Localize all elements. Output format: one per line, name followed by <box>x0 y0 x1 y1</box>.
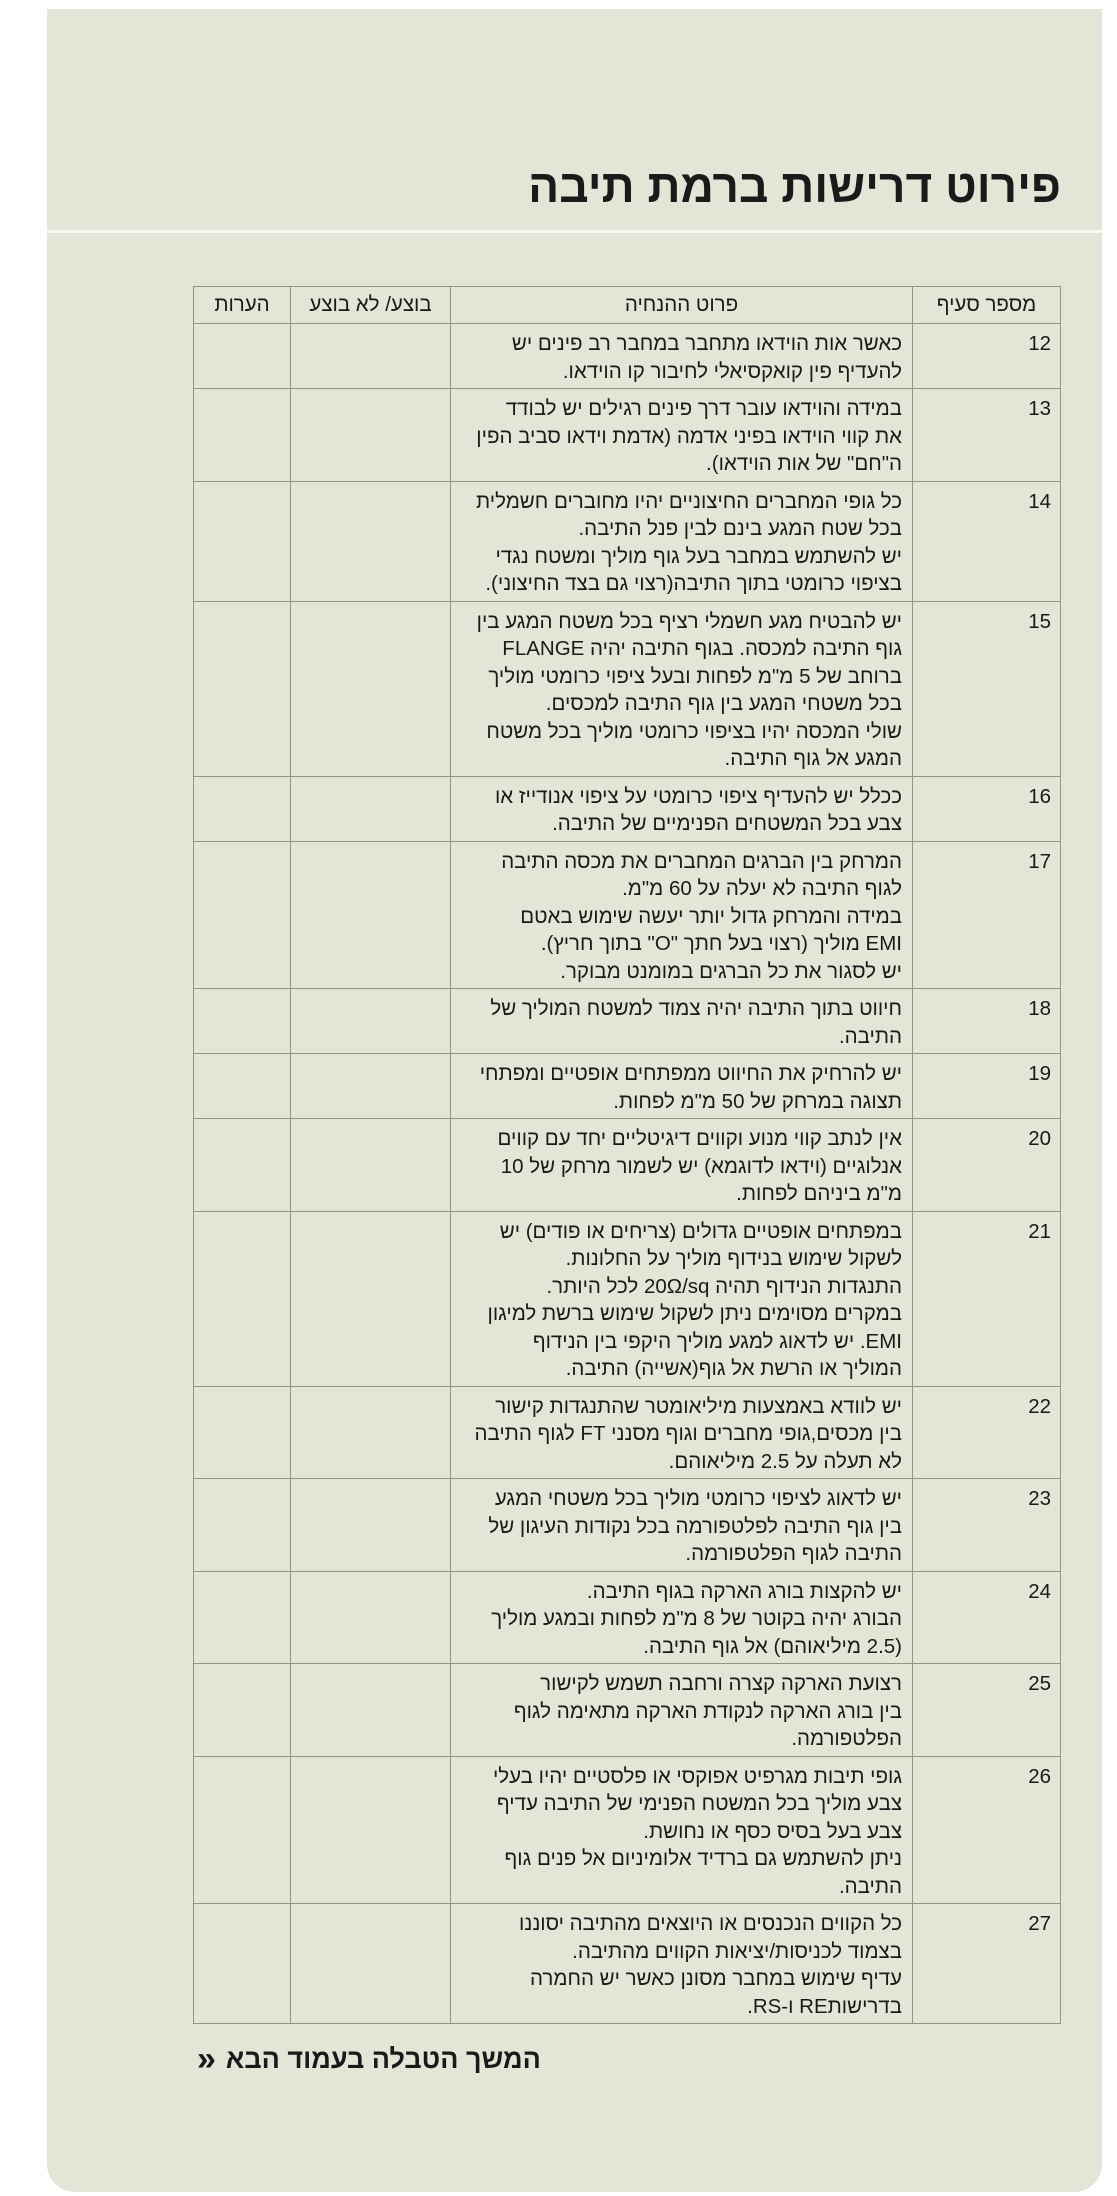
table-row <box>194 1119 1061 1212</box>
table-row <box>194 1054 1061 1119</box>
instruction-detail-cell <box>451 1054 913 1119</box>
table-row <box>194 1904 1061 2024</box>
page-title: פירוט דרישות ברמת תיבה <box>528 160 1061 212</box>
instruction-line: EMI מוליך (רצוי בעל חתך "O" בתוך חריץ). <box>540 932 902 955</box>
done-status-cell[interactable] <box>291 776 451 841</box>
done-status-cell[interactable] <box>291 324 451 389</box>
instruction-line: להעדיף פין קואקסיאלי לחיבור קו הוידאו. <box>562 359 902 383</box>
table-row <box>194 1386 1061 1479</box>
instruction-line: צבע בכל המשטחים הפנימיים של התיבה. <box>552 812 902 835</box>
instruction-detail-cell <box>451 601 913 776</box>
instruction-line: הפלטפורמה. <box>791 1727 902 1750</box>
page-card <box>47 9 1102 2192</box>
instruction-line: יש לוודא באמצעות מיליאומטר שהתנגדות קישור <box>495 1394 902 1418</box>
table-body <box>194 324 1061 2024</box>
notes-cell[interactable] <box>194 1119 291 1212</box>
instruction-detail-cell <box>451 481 913 601</box>
table-row <box>194 601 1061 776</box>
instruction-line: בין בורג הארקה לנקודת הארקה מתאימה לגוף <box>513 1699 902 1723</box>
section-number-cell: 17 <box>913 841 1061 989</box>
section-number-cell: 20 <box>913 1119 1061 1212</box>
section-number-cell: 21 <box>913 1211 1061 1386</box>
notes-cell[interactable] <box>194 1211 291 1386</box>
notes-cell[interactable] <box>194 481 291 601</box>
table-row <box>194 389 1061 482</box>
instruction-detail-cell <box>451 1386 913 1479</box>
continued-notice <box>197 2042 541 2076</box>
instruction-line: צבע מוליך בכל המשטח הפנימי של התיבה עדיף <box>496 1792 902 1815</box>
instruction-line: יש להשתמש במחבר בעל גוף מוליך ומשטח נגדי <box>495 544 902 568</box>
instruction-line: את קווי הוידאו בפיני אדמה (אדמת וידאו סביב הפין <box>476 424 902 448</box>
section-number-cell: 26 <box>913 1756 1061 1904</box>
instruction-line: במקרים מסוימים ניתן לשקול שימוש ברשת למיגון <box>487 1302 902 1325</box>
instruction-line: ככלל יש להעדיף ציפוי כרומטי על ציפוי אנודייז או <box>494 784 902 808</box>
instruction-line: כל גופי המחברים החיצוניים יהיו מחוברים חשמלית <box>475 489 902 513</box>
done-status-cell[interactable] <box>291 1479 451 1572</box>
instruction-line: במידה והמרחק גדול יותר יעשה שימוש באטם <box>520 904 902 928</box>
notes-cell[interactable] <box>194 1571 291 1664</box>
notes-cell[interactable] <box>194 1664 291 1757</box>
header-notes: הערות <box>194 287 291 324</box>
instruction-detail-cell <box>451 989 913 1054</box>
instruction-line: בכל שטח המגע בינם לבין פנל התיבה. <box>578 517 902 540</box>
instruction-line: חיווט בתוך התיבה יהיה צמוד למשטח המוליך של <box>490 997 902 1020</box>
header-section-number: מספר סעיף <box>913 287 1061 324</box>
instruction-line: בין גוף התיבה לפלטפורמה בכל נקודות העיגון של <box>488 1514 902 1538</box>
instruction-line: התיבה. <box>838 1024 902 1048</box>
instruction-line: התנגדות הנידוף תהיה 20Ω/sq לכל היותר. <box>546 1274 902 1298</box>
instruction-line: יש להבטיח מגע חשמלי רציף בכל משטח המגע בין <box>476 609 902 633</box>
instruction-line: יש לדאוג לציפוי כרומטי מוליך בכל משטחי המגע <box>494 1487 902 1510</box>
instruction-detail-cell <box>451 1571 913 1664</box>
instruction-line: עדיף שימוש במחבר מסונן כאשר יש החמרה <box>530 1967 902 1990</box>
notes-cell[interactable] <box>194 776 291 841</box>
instruction-line: אנלוגיים (וידאו לדוגמא) יש לשמור מרחק של 10 <box>500 1154 902 1178</box>
double-chevron-left-icon: « <box>197 2040 216 2078</box>
done-status-cell[interactable] <box>291 1386 451 1479</box>
header-done-status: בוצע/ לא בוצע <box>291 287 451 324</box>
instruction-line: גופי תיבות מגרפיט אפוקסי או פלסטיים יהיו בעלי <box>492 1764 902 1788</box>
instruction-line: EMI. יש לדאוג למגע מוליך היקפי בין הנידוף <box>532 1329 902 1353</box>
notes-cell[interactable] <box>194 989 291 1054</box>
instruction-line: כאשר אות הוידאו מתחבר במחבר רב פינים יש <box>511 332 902 355</box>
instruction-line: כל הקווים הנכנסים או היוצאים מהתיבה יסוננו <box>519 1912 902 1935</box>
done-status-cell[interactable] <box>291 389 451 482</box>
instruction-line: גוף התיבה למכסה. בגוף התיבה יהיה FLANGE <box>502 637 902 660</box>
done-status-cell[interactable] <box>291 601 451 776</box>
instruction-line: בציפוי כרומטי בתוך התיבה(רצוי גם בצד החיצוני). <box>485 572 902 595</box>
instruction-line: המרחק בין הברגים המחברים את מכסה התיבה <box>501 849 902 873</box>
instruction-line: צבע בעל בסיס כסף או נחושת. <box>643 1819 902 1843</box>
done-status-cell[interactable] <box>291 1904 451 2024</box>
notes-cell[interactable] <box>194 1904 291 2024</box>
table-row <box>194 989 1061 1054</box>
done-status-cell[interactable] <box>291 1756 451 1904</box>
done-status-cell[interactable] <box>291 1211 451 1386</box>
notes-cell[interactable] <box>194 324 291 389</box>
header-instruction-detail: פרוט ההנחיה <box>451 287 913 324</box>
instruction-line: במפתחים אופטיים גדולים (צריחים או פודים) יש <box>499 1219 902 1243</box>
table-row <box>194 841 1061 989</box>
title-divider <box>47 230 1102 233</box>
instruction-detail-cell <box>451 1479 913 1572</box>
table-row <box>194 1664 1061 1757</box>
section-number-cell: 24 <box>913 1571 1061 1664</box>
section-number-cell: 15 <box>913 601 1061 776</box>
done-status-cell[interactable] <box>291 1664 451 1757</box>
instruction-line: התיבה. <box>838 1874 902 1898</box>
instruction-detail-cell <box>451 1119 913 1212</box>
instruction-line: בכל משטחי המגע בין גוף התיבה למכסים. <box>545 692 902 715</box>
done-status-cell[interactable] <box>291 481 451 601</box>
instruction-line: בדרישותRE ו-RS. <box>747 1994 902 2018</box>
section-number-cell: 16 <box>913 776 1061 841</box>
notes-cell[interactable] <box>194 389 291 482</box>
instruction-line: יש להרחיק את החיווט ממפתחים אופטיים ומפתחי <box>479 1062 902 1085</box>
table-row <box>194 1479 1061 1572</box>
continued-label: המשך הטבלה בעמוד הבא <box>225 2043 541 2074</box>
done-status-cell[interactable] <box>291 1054 451 1119</box>
instruction-detail-cell <box>451 1664 913 1757</box>
done-status-cell[interactable] <box>291 1119 451 1212</box>
instruction-line: בין מכסים,גופי מחברים וגוף מסנני FT לגוף התיבה <box>474 1422 902 1445</box>
instruction-detail-cell <box>451 324 913 389</box>
section-number-cell: 25 <box>913 1664 1061 1757</box>
done-status-cell[interactable] <box>291 841 451 989</box>
instruction-line: לגוף התיבה לא יעלה על 60 מ"מ. <box>622 877 902 900</box>
notes-cell[interactable] <box>194 1756 291 1904</box>
instruction-line: המגע אל גוף התיבה. <box>724 747 902 770</box>
section-number-cell: 18 <box>913 989 1061 1054</box>
instruction-line: במידה והוידאו עובר דרך פינים רגילים יש לבודד <box>505 397 902 420</box>
section-number-cell: 13 <box>913 389 1061 482</box>
instruction-detail-cell <box>451 389 913 482</box>
instruction-detail-cell <box>451 776 913 841</box>
instruction-detail-cell <box>451 1756 913 1904</box>
instruction-line: יש לסגור את כל הברגים במומנט מבוקר. <box>560 959 902 983</box>
instruction-line: המוליך או הרשת אל גוף(אשייה) התיבה. <box>565 1357 902 1380</box>
table-row <box>194 481 1061 601</box>
table-row <box>194 324 1061 389</box>
instruction-line: הבורג יהיה בקוטר של 8 מ"מ לפחות ובמגע מוליך <box>491 1607 902 1630</box>
notes-cell[interactable] <box>194 1054 291 1119</box>
notes-cell[interactable] <box>194 1479 291 1572</box>
section-number-cell: 12 <box>913 324 1061 389</box>
instruction-line: בצמוד לכניסות/יציאות הקווים מהתיבה. <box>572 1939 902 1963</box>
section-number-cell: 14 <box>913 481 1061 601</box>
instruction-line: מ"מ ביניהם לפחות. <box>736 1182 902 1205</box>
done-status-cell[interactable] <box>291 1571 451 1664</box>
instruction-detail-cell <box>451 1904 913 2024</box>
instruction-line: התיבה לגוף הפלטפורמה. <box>685 1542 902 1565</box>
notes-cell[interactable] <box>194 1386 291 1479</box>
instruction-line: ברוחב של 5 מ"מ לפחות ובעל ציפוי כרומטי מוליך <box>488 664 902 688</box>
instruction-line: לא תעלה על 2.5 מיליאוהם. <box>668 1449 902 1473</box>
instruction-line: רצועת הארקה קצרה ורחבה תשמש לקישור <box>540 1672 902 1695</box>
done-status-cell[interactable] <box>291 989 451 1054</box>
table-row <box>194 1571 1061 1664</box>
section-number-cell: 27 <box>913 1904 1061 2024</box>
instruction-detail-cell <box>451 841 913 989</box>
instruction-line: לשקול שימוש בנידוף מוליך על החלונות. <box>565 1247 902 1270</box>
instruction-detail-cell <box>451 1211 913 1386</box>
section-number-cell: 19 <box>913 1054 1061 1119</box>
table-row <box>194 1211 1061 1386</box>
instruction-line: (2.5 מיליאוהם) אל גוף התיבה. <box>643 1634 902 1658</box>
instruction-line: שולי המכסה יהיו בציפוי כרומטי מוליך בכל משטח <box>486 719 902 743</box>
table-header-row <box>194 287 1061 324</box>
table-row <box>194 1756 1061 1904</box>
table-row <box>194 776 1061 841</box>
section-number-cell: 23 <box>913 1479 1061 1572</box>
requirements-table <box>193 286 1061 2024</box>
notes-cell[interactable] <box>194 601 291 776</box>
notes-cell[interactable] <box>194 841 291 989</box>
instruction-line: ניתן להשתמש גם ברדיד אלומיניום אל פנים גוף <box>504 1847 902 1870</box>
instruction-line: תצוגה במרחק של 50 מ"מ לפחות. <box>613 1089 902 1113</box>
instruction-line: ה"חם" של אות הוידאו). <box>706 452 902 475</box>
instruction-line: אין לנתב קווי מנוע וקווים דיגיטליים יחד עם קווים <box>497 1127 902 1150</box>
section-number-cell: 22 <box>913 1386 1061 1479</box>
instruction-line: יש להקצות בורג הארקה בגוף התיבה. <box>586 1579 902 1603</box>
